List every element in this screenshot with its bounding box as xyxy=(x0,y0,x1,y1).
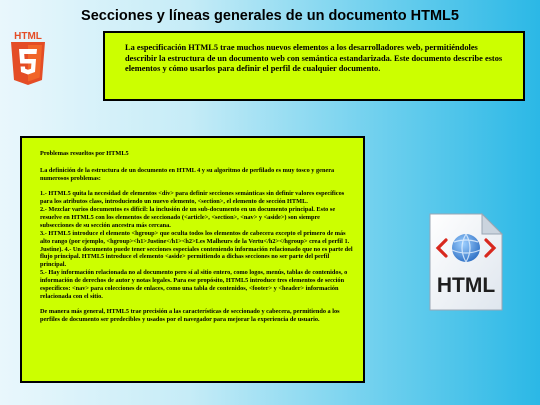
problems-heading: Problemas resueltos por HTML5 xyxy=(40,150,129,157)
html5-logo-label: HTML xyxy=(14,31,42,42)
intro-box xyxy=(103,31,525,101)
problems-intro: La definición de la estructura de un documento en HTML 4 y su algoritmo de perfilado es muy tosco y genera numerosos problemas: xyxy=(40,166,335,182)
problems-conclusion: De manera más general, HTML5 trae precisión a las características de seccionado y cabecera, permitiendo a los perfiles de documento ser predecibles y usados por el navegador para mejorar la experiencia de usuario. xyxy=(40,308,340,324)
doc-icon-label: HTML xyxy=(436,274,496,297)
intro-text: La especificación HTML5 trae muchos nuevos elementos a los desarrolladores web, permitiéndoles describir la estructura de un documento web con semántica estandarizada. Este documento describe estos elementos y cómo usarlos para definir el perfil de cualquier documento. xyxy=(125,43,503,73)
problems-points: 1.- HTML5 quita la necesidad de elementos <div> para definir secciones semánticas sin definir valores específicos para los atributos class, introduciendo un nuevo elemento, <section>, el elemento de sección HTML. 2.- Mezclar varios documentos es difícil: la inclusión de un sub-documento en un documento principal. Esto se resuelve en HTML5 con los elementos de seccionado (<article>, <section>, <nav> y <aside>) son siempre subsecciones de su sección ancestra más cercana. 3.- HTML5 introduce el elemento <hgroup> que oculta todos los elementos de cabecera excepto el primero de más alto rango (por ejemplo, <hgroup><h1>Justine</h1><h2>Les Malheurs de la Vertu</h2></hgroup> crea el perfil 1. Justine). 4.- Un documento puede tener secciones especiales conteniendo información relacionado que no es parte del flujo principal. HTML5 introduce el elemento <aside> permitiendo a dichas secciones no ser parte del perfil principal. 5.- Hay información relacionada no al documento pero sí al sitio entero, como logos, menús, tablas de contenidos, o información de derechos de autor y notas legales. Para ese propósito, HTML5 introduce tres elementos de sección específicos: <nav> para colecciones de enlaces, como una tabla de contenidos, <footer> y <header> información relacionada con el sitio. xyxy=(40,190,353,300)
slide-title: Secciones y líneas generales de un documento HTML5 xyxy=(81,8,459,24)
problems-box xyxy=(20,136,365,383)
html5-logo xyxy=(10,30,46,88)
html-document-icon xyxy=(418,212,506,312)
